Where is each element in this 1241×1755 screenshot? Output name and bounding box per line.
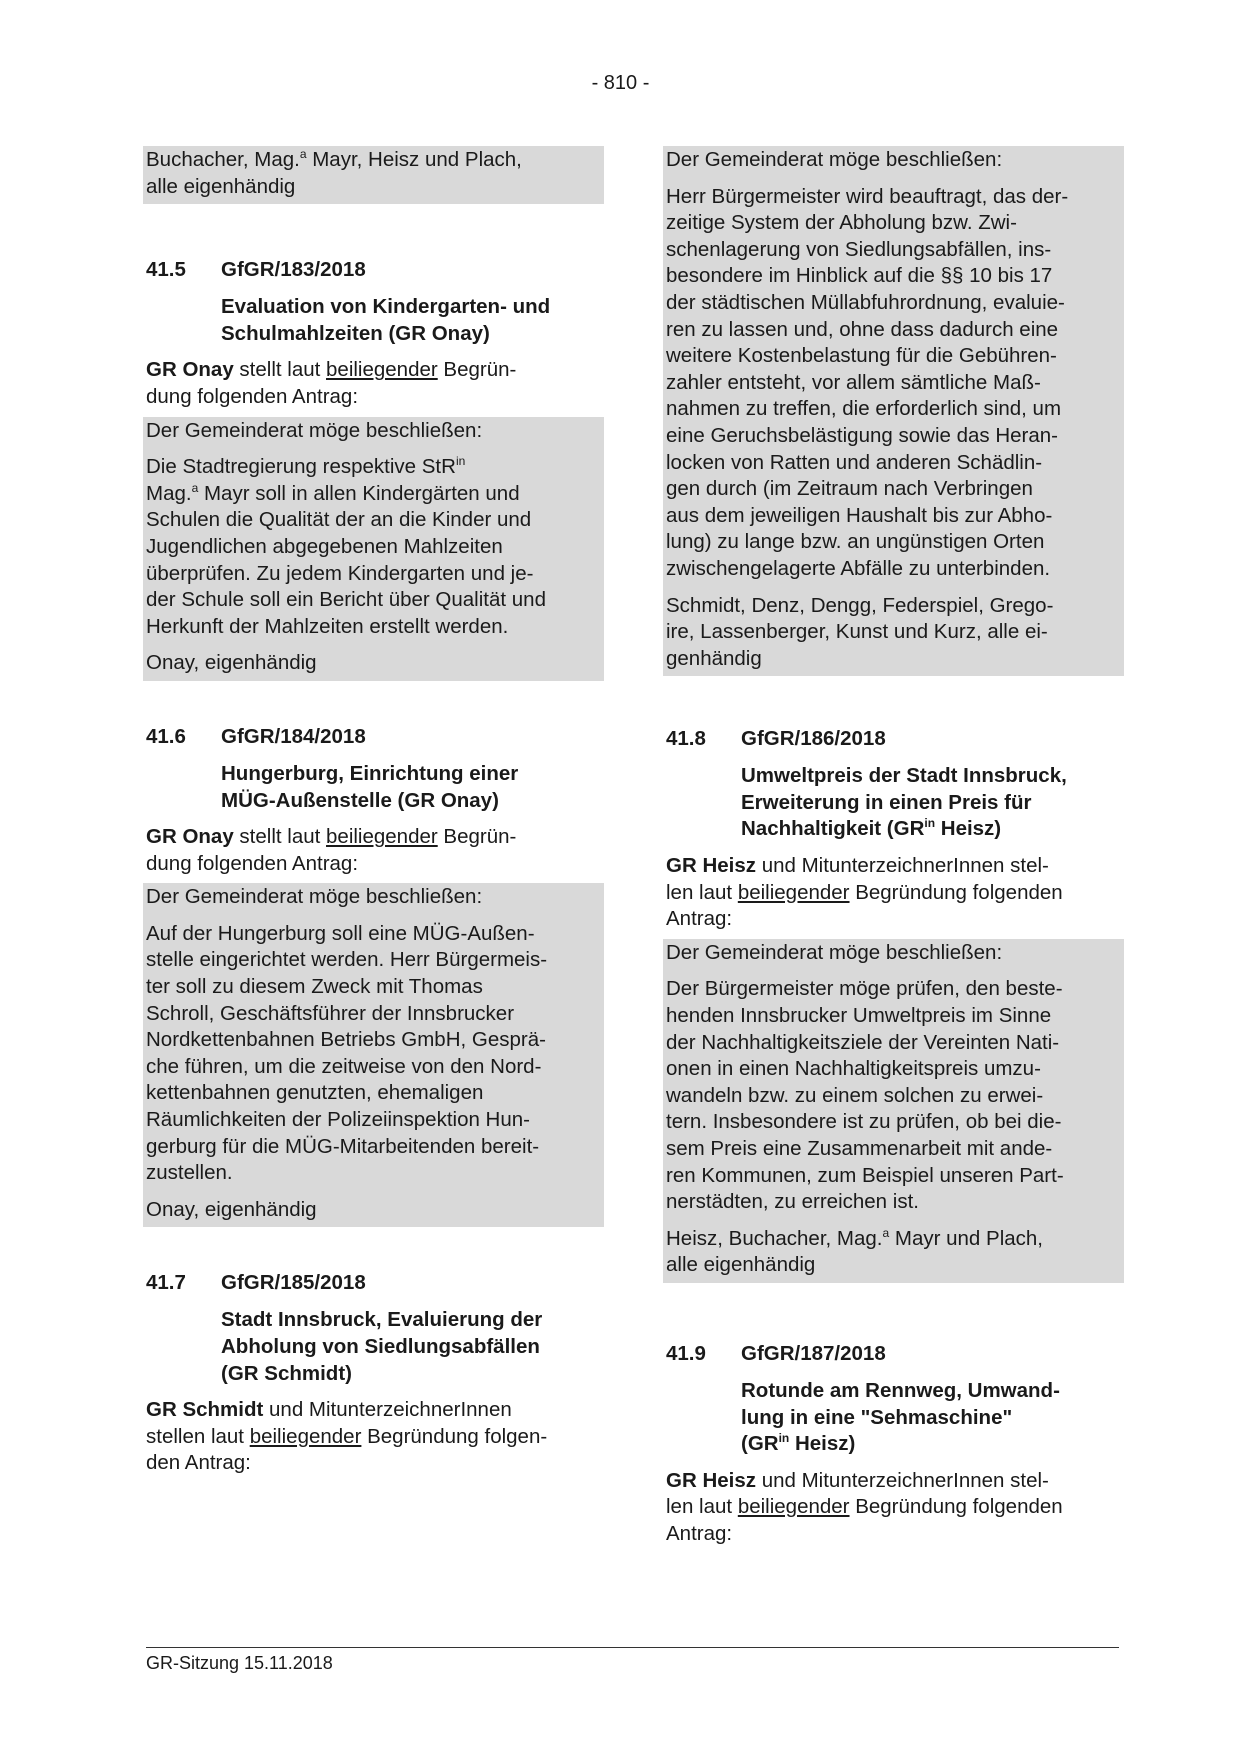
- carryover-signature-box: [143, 146, 604, 204]
- left-column: [146, 146, 601, 1483]
- section-subject: Rotunde am Rennweg, Umwand- lung in eine "Sehmaschine" ($GR^{in}$ Heisz): [741, 1378, 1060, 1456]
- motion-box: [143, 883, 604, 1227]
- beiliegender-link[interactable]: beiliegender: [737, 880, 850, 904]
- section-number: 41.9: [666, 1341, 706, 1365]
- motion-box: [143, 417, 604, 681]
- motion-box: [663, 939, 1124, 1283]
- page-number: - 810 -: [591, 72, 650, 94]
- section-heading-41-7: [146, 1270, 601, 1297]
- section-subject: Evaluation von Kindergarten- und Schulmahlzeiten (GR Onay): [221, 295, 551, 345]
- section-number: 41.7: [146, 1271, 186, 1295]
- section-code: GfGR/183/2018: [221, 258, 366, 282]
- motion-heading: Der Gemeinderat möge beschließen:: [146, 418, 483, 442]
- section-subject: Umweltpreis der Stadt Innsbruck, Erweiterung in einen Preis für Nachhaltigkeit ($GR^{in}$ Heisz): [741, 764, 1067, 841]
- section-code: GfGR/186/2018: [741, 727, 886, 751]
- section-heading-41-5: [146, 257, 601, 284]
- motion-text: Der Bürgermeister möge prüfen, den beste- henden Innsbrucker Umweltpreis im Sinne der Nachhaltigkeitsziele der Vereinten Nati- onen in einen Nachhaltigkeitspreis umzu- wandeln bzw. zu einem solchen zu erwei- tern. Insbesondere ist zu prüfen, ob bei die- sem Preis eine Zusammenarbeit mit ande- ren Kommunen, zum Beispiel unseren Part- nerstädten, zu erreichen ist.: [666, 977, 1064, 1214]
- section-heading-41-6: [146, 724, 601, 751]
- section-code: GfGR/185/2018: [221, 1271, 366, 1295]
- motion-signature: Onay, eigenhändig: [146, 651, 317, 675]
- motion-signature: Heisz, Buchacher, Mag.$^a$ Mayr und Plach, alle eigenhändig: [666, 1225, 1044, 1277]
- beiliegender-link[interactable]: beiliegender: [326, 358, 438, 382]
- motion-text: Die Stadtregierung respektive StR$^{in}$ Mag.$^a$ Mayr soll in allen Kindergärten und Schulen die Qualität der an die Kinder und Jugendlichen abgegebenen Mahlzeiten überprüfen. Zu jedem Kindergarten und je- der Schule soll ein Bericht über Qualität und Herkunft der Mahlzeiten erstellt werden.: [146, 454, 546, 638]
- motion-heading: Der Gemeinderat möge beschließen:: [146, 885, 483, 909]
- section-heading-41-8: [666, 726, 1121, 753]
- section-intro: GR Heisz und MitunterzeichnerInnen stel- len laut beiliegender Begründung folgenden Antrag:: [666, 854, 1063, 931]
- section-code: GfGR/187/2018: [741, 1341, 886, 1365]
- beiliegender-link[interactable]: beiliegender: [326, 825, 438, 849]
- beiliegender-link[interactable]: beiliegender: [249, 1424, 362, 1448]
- motion-signature: Schmidt, Denz, Dengg, Federspiel, Grego- ire, Lassenberger, Kunst und Kurz, alle ei- genhändig: [666, 593, 1054, 670]
- motion-heading: Der Gemeinderat möge beschließen:: [666, 148, 1003, 171]
- section-subject: Stadt Innsbruck, Evaluierung der Abholung von Siedlungsabfällen (GR Schmidt): [221, 1308, 543, 1385]
- section-intro: GR Onay stellt laut beiliegender Begrün- dung folgenden Antrag:: [146, 825, 517, 875]
- beiliegender-link[interactable]: beiliegender: [737, 1495, 850, 1519]
- motion-heading: Der Gemeinderat möge beschließen:: [666, 940, 1003, 964]
- motion-box: [663, 146, 1124, 676]
- section-intro: GR Schmidt und MitunterzeichnerInnen stellen laut beiliegender Begründung folgen- den Antrag:: [146, 1398, 548, 1475]
- motion-signature: Onay, eigenhändig: [146, 1197, 317, 1221]
- section-heading-41-9: [666, 1341, 1121, 1368]
- section-subject: Hungerburg, Einrichtung einer MÜG-Außenstelle (GR Onay): [221, 761, 519, 812]
- section-number: 41.8: [666, 727, 706, 751]
- footer-text: GR-Sitzung 15.11.2018: [146, 1653, 333, 1673]
- section-number: 41.5: [146, 258, 186, 282]
- section-number: 41.6: [146, 724, 186, 748]
- footer-divider: [146, 1647, 1119, 1648]
- section-intro: GR Heisz und MitunterzeichnerInnen stel- len laut beiliegender Begründung folgenden Antrag:: [666, 1468, 1063, 1545]
- motion-text: Auf der Hungerburg soll eine MÜG-Außen- stelle eingerichtet werden. Herr Bürgermeis- ter soll zu diesem Zweck mit Thomas Schroll, Geschäftsführer der Innsbrucker Nordkettenbahnen Betriebs GmbH, Gesprä- che führen, um die zeitweise von den Nord- kettenbahnen genutzten, ehemaligen Räumlichkeiten der Polizeiinspektion Hun- gerburg für die MÜG-Mitarbeitenden bereit- zustellen.: [146, 921, 548, 1185]
- section-code: GfGR/184/2018: [221, 724, 366, 748]
- section-intro: GR Onay stellt laut beiliegender Begrün- dung folgenden Antrag:: [146, 358, 517, 408]
- signature-line: Buchacher, Mag.$^a$ Mayr, Heisz und Plach, alle eigenhändig: [146, 147, 522, 198]
- right-column: [666, 146, 1121, 1554]
- motion-text: Herr Bürgermeister wird beauftragt, das der- zeitige System der Abholung bzw. Zwi- schenlagerung von Siedlungsabfällen, ins- besondere im Hinblick auf die §§ 10 bis 17 der städtischen Müllabfuhrordnung, evaluie- ren zu lassen und, ohne dass dadurch eine weitere Kostenbelastung für die Gebühren- zahler entsteht, vor allem sämtliche Maß- nahmen zu treffen, die erforderlich sind, um eine Geruchsbelästigung sowie das Heran- locken von Ratten und anderen Schädlin- gen durch (im Zeitraum nach Verbringen aus dem jeweiligen Haushalt bis zur Abho- lung) zu lange bzw. an ungünstigen Orten zwischengelagerte Abfälle zu unterbinden.: [666, 184, 1069, 580]
